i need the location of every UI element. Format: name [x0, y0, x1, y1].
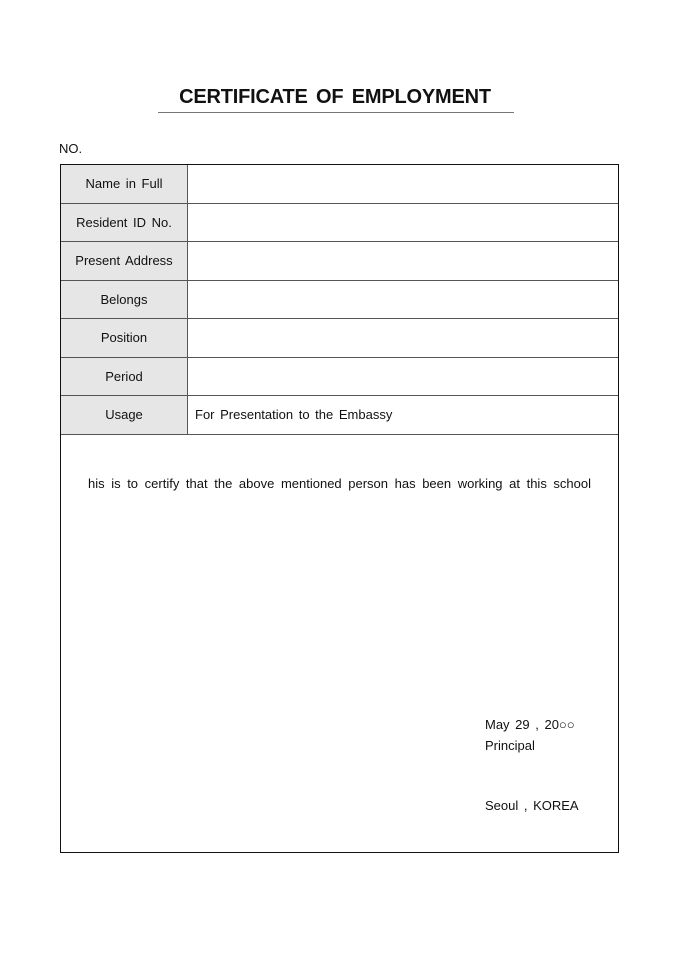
- certificate-form: [60, 164, 619, 853]
- field-label: Period: [61, 358, 188, 396]
- field-value-period[interactable]: [195, 358, 618, 396]
- field-row-address: [61, 242, 618, 281]
- issue-date: May 29 , 20○○: [485, 717, 575, 732]
- document-number-label: NO.: [59, 141, 83, 156]
- field-row-position: [61, 319, 618, 358]
- field-label: Present Address: [61, 242, 188, 280]
- field-label: Resident ID No.: [61, 204, 188, 242]
- field-value-address[interactable]: [195, 242, 618, 280]
- field-row-period: [61, 358, 618, 397]
- field-value-name[interactable]: [195, 165, 618, 203]
- field-value-usage[interactable]: For Presentation to the Embassy: [195, 407, 393, 423]
- field-row-name: [61, 165, 618, 204]
- issue-location: Seoul , KOREA: [485, 798, 579, 813]
- field-row-usage: [61, 396, 618, 435]
- title-underline: [158, 112, 514, 113]
- field-label: Position: [61, 319, 188, 357]
- field-row-resident-id: [61, 204, 618, 243]
- field-value-position[interactable]: [195, 319, 618, 357]
- field-label: Belongs: [61, 281, 188, 319]
- field-value-belongs[interactable]: [195, 281, 618, 319]
- certification-statement: his is to certify that the above mentioned person has been working at this school: [87, 476, 592, 491]
- field-value-resident-id[interactable]: [195, 204, 618, 242]
- field-row-belongs: [61, 281, 618, 320]
- field-label: Name in Full: [61, 165, 188, 203]
- document-title: CERTIFICATE OF EMPLOYMENT: [179, 86, 491, 108]
- field-label: Usage: [61, 396, 188, 434]
- signer-title: Principal: [485, 738, 535, 753]
